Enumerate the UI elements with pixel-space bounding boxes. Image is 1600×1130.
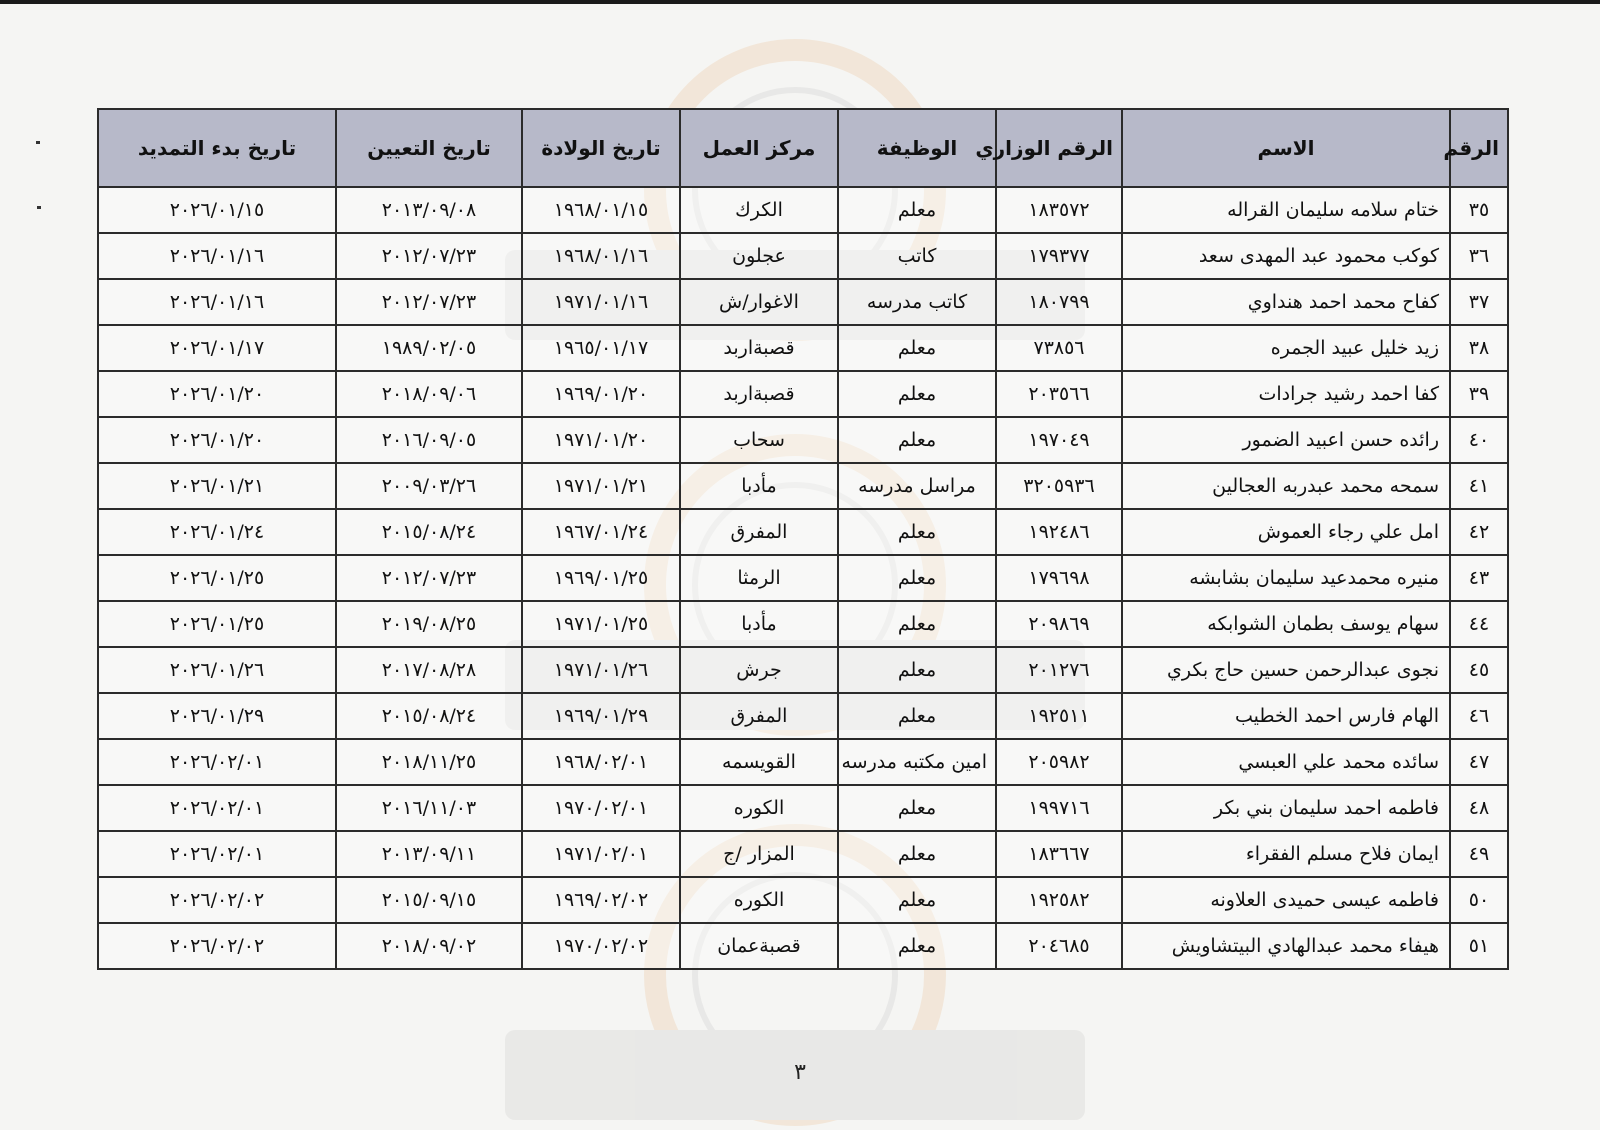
extension-start-date: ٢٠٢٦/٠١/٢١	[98, 463, 336, 509]
extension-start-date: ٢٠٢٦/٠١/١٦	[98, 233, 336, 279]
birth-date: ١٩٧١/٠١/٢١	[522, 463, 680, 509]
top-border	[0, 0, 1600, 4]
job-title: مراسل مدرسه	[838, 463, 996, 509]
table-row	[98, 279, 1508, 325]
employee-name: فاطمه عيسى حميدى العلاونه	[1122, 877, 1450, 923]
row-number: ٣٩	[1450, 371, 1508, 417]
employee-name: سائده محمد علي العبسي	[1122, 739, 1450, 785]
employee-name: نجوى عبدالرحمن حسين حاج بكري	[1122, 647, 1450, 693]
job-title: معلم	[838, 187, 996, 233]
extension-start-date: ٢٠٢٦/٠١/١٧	[98, 325, 336, 371]
employee-name: كفا احمد رشيد جرادات	[1122, 371, 1450, 417]
ministry-id: ١٩٢٤٨٦	[996, 509, 1122, 555]
ministry-id: ١٨٠٧٩٩	[996, 279, 1122, 325]
ministry-id: ١٨٣٥٧٢	[996, 187, 1122, 233]
table-row	[98, 831, 1508, 877]
ministry-id: ٢٠٤٦٨٥	[996, 923, 1122, 969]
birth-date: ١٩٦٨/٠٢/٠١	[522, 739, 680, 785]
col-name-header: الاسم	[1122, 109, 1450, 187]
extension-start-date: ٢٠٢٦/٠١/٢٥	[98, 601, 336, 647]
table-row	[98, 325, 1508, 371]
workplace: الكوره	[680, 877, 838, 923]
extension-start-date: ٢٠٢٦/٠١/٢٩	[98, 693, 336, 739]
extension-start-date: ٢٠٢٦/٠١/٢٥	[98, 555, 336, 601]
workplace: جرش	[680, 647, 838, 693]
birth-date: ١٩٧٠/٠٢/٠٢	[522, 923, 680, 969]
ministry-id: ٣٢٠٥٩٣٦	[996, 463, 1122, 509]
ministry-id: ١٩٩٧١٦	[996, 785, 1122, 831]
workplace: الاغوار/ش	[680, 279, 838, 325]
col-birthdate-header: تاريخ الولادة	[522, 109, 680, 187]
col-ministry-id-header: الرقم الوزاري	[996, 109, 1122, 187]
ministry-id: ١٩٢٥٨٢	[996, 877, 1122, 923]
appointment-date: ٢٠١٦/١١/٠٣	[336, 785, 522, 831]
job-title: معلم	[838, 785, 996, 831]
job-title: معلم	[838, 647, 996, 693]
table-row	[98, 785, 1508, 831]
row-number: ٤٤	[1450, 601, 1508, 647]
job-title: كاتب	[838, 233, 996, 279]
row-number: ٣٥	[1450, 187, 1508, 233]
employee-name: ختام سلامه سليمان القراله	[1122, 187, 1450, 233]
table-row	[98, 509, 1508, 555]
ministry-id: ١٩٧٠٤٩	[996, 417, 1122, 463]
employee-name: سمحه محمد عبدربه العجالين	[1122, 463, 1450, 509]
employee-name: فاطمه احمد سليمان بني بكر	[1122, 785, 1450, 831]
page-number: ٣	[794, 1060, 806, 1085]
ministry-id: ٢٠٩٨٦٩	[996, 601, 1122, 647]
appointment-date: ٢٠١٣/٠٩/٠٨	[336, 187, 522, 233]
appointment-date: ٢٠١٨/١١/٢٥	[336, 739, 522, 785]
birth-date: ١٩٧١/٠١/١٦	[522, 279, 680, 325]
employee-name: هيفاء محمد عبدالهادي البيتشاويش	[1122, 923, 1450, 969]
extension-start-date: ٢٠٢٦/٠٢/٠٢	[98, 923, 336, 969]
col-workplace-header: مركز العمل	[680, 109, 838, 187]
birth-date: ١٩٦٨/٠١/١٥	[522, 187, 680, 233]
workplace: مأدبا	[680, 601, 838, 647]
job-title: امين مكتبه مدرسه	[838, 739, 996, 785]
table-row	[98, 601, 1508, 647]
job-title: معلم	[838, 325, 996, 371]
birth-date: ١٩٦٩/٠١/٢٠	[522, 371, 680, 417]
workplace: قصبةعمان	[680, 923, 838, 969]
ministry-id: ١٨٣٦٦٧	[996, 831, 1122, 877]
workplace: الكوره	[680, 785, 838, 831]
workplace: عجلون	[680, 233, 838, 279]
workplace: المفرق	[680, 693, 838, 739]
employee-name: زيد خليل عبيد الجمره	[1122, 325, 1450, 371]
extension-start-date: ٢٠٢٦/٠١/٢٦	[98, 647, 336, 693]
extension-start-date: ٢٠٢٦/٠٢/٠١	[98, 831, 336, 877]
appointment-date: ٢٠١٨/٠٩/٠٦	[336, 371, 522, 417]
birth-date: ١٩٦٩/٠١/٢٥	[522, 555, 680, 601]
margin-mark	[37, 206, 41, 209]
ministry-id: ١٧٩٦٩٨	[996, 555, 1122, 601]
appointment-date: ٢٠١٢/٠٧/٢٣	[336, 279, 522, 325]
workplace: المزار /ج	[680, 831, 838, 877]
col-extension-start-header: تاريخ بدء التمديد	[98, 109, 336, 187]
job-title: معلم	[838, 555, 996, 601]
appointment-date: ٢٠١٥/٠٩/١٥	[336, 877, 522, 923]
row-number: ٤٨	[1450, 785, 1508, 831]
appointment-date: ٢٠١٣/٠٩/١١	[336, 831, 522, 877]
table-row	[98, 647, 1508, 693]
col-number-header: الرقم	[1450, 109, 1508, 187]
birth-date: ١٩٦٩/٠١/٢٩	[522, 693, 680, 739]
table-header-row	[98, 109, 1508, 187]
birth-date: ١٩٧١/٠١/٢٥	[522, 601, 680, 647]
workplace: الرمثا	[680, 555, 838, 601]
ministry-id: ٢٠١٢٧٦	[996, 647, 1122, 693]
appointment-date: ٢٠١٦/٠٩/٠٥	[336, 417, 522, 463]
row-number: ٤٥	[1450, 647, 1508, 693]
table-row	[98, 463, 1508, 509]
margin-mark	[36, 141, 40, 144]
birth-date: ١٩٧١/٠١/٢٦	[522, 647, 680, 693]
col-appointment-date-header: تاريخ التعيين	[336, 109, 522, 187]
table-row	[98, 555, 1508, 601]
extension-start-date: ٢٠٢٦/٠١/١٦	[98, 279, 336, 325]
birth-date: ١٩٧١/٠٢/٠١	[522, 831, 680, 877]
extension-start-date: ٢٠٢٦/٠١/٢٤	[98, 509, 336, 555]
workplace: الكرك	[680, 187, 838, 233]
employee-name: رائده حسن اعبيد الضمور	[1122, 417, 1450, 463]
job-title: معلم	[838, 693, 996, 739]
birth-date: ١٩٦٩/٠٢/٠٢	[522, 877, 680, 923]
table-row	[98, 739, 1508, 785]
employee-name: امل علي رجاء العموش	[1122, 509, 1450, 555]
extension-roster-table	[97, 108, 1509, 970]
table-row	[98, 233, 1508, 279]
job-title: معلم	[838, 417, 996, 463]
extension-start-date: ٢٠٢٦/٠٢/٠١	[98, 785, 336, 831]
document-page	[97, 108, 1509, 970]
row-number: ٣٧	[1450, 279, 1508, 325]
appointment-date: ٢٠١٢/٠٧/٢٣	[336, 233, 522, 279]
job-title: كاتب مدرسه	[838, 279, 996, 325]
workplace: القويسمه	[680, 739, 838, 785]
workplace: مأدبا	[680, 463, 838, 509]
employee-name: كفاح محمد احمد هنداوي	[1122, 279, 1450, 325]
employee-name: منيره محمدعيد سليمان بشابشه	[1122, 555, 1450, 601]
job-title: معلم	[838, 371, 996, 417]
row-number: ٤١	[1450, 463, 1508, 509]
workplace: قصبةاربد	[680, 325, 838, 371]
extension-start-date: ٢٠٢٦/٠٢/٠١	[98, 739, 336, 785]
ministry-id: ٢٠٣٥٦٦	[996, 371, 1122, 417]
row-number: ٥٠	[1450, 877, 1508, 923]
birth-date: ١٩٧٠/٠٢/٠١	[522, 785, 680, 831]
extension-start-date: ٢٠٢٦/٠٢/٠٢	[98, 877, 336, 923]
birth-date: ١٩٦٨/٠١/١٦	[522, 233, 680, 279]
employee-name: كوكب محمود عبد المهدى سعد	[1122, 233, 1450, 279]
workplace: المفرق	[680, 509, 838, 555]
row-number: ٤٠	[1450, 417, 1508, 463]
appointment-date: ٢٠١٧/٠٨/٢٨	[336, 647, 522, 693]
ministry-id: ٢٠٥٩٨٢	[996, 739, 1122, 785]
row-number: ٣٨	[1450, 325, 1508, 371]
employee-name: سهام يوسف بطمان الشوابكه	[1122, 601, 1450, 647]
appointment-date: ٢٠١٩/٠٨/٢٥	[336, 601, 522, 647]
row-number: ٤٧	[1450, 739, 1508, 785]
birth-date: ١٩٦٥/٠١/١٧	[522, 325, 680, 371]
job-title: معلم	[838, 877, 996, 923]
workplace: سحاب	[680, 417, 838, 463]
table-row	[98, 371, 1508, 417]
birth-date: ١٩٦٧/٠١/٢٤	[522, 509, 680, 555]
ministry-id: ٧٣٨٥٦	[996, 325, 1122, 371]
employee-name: ايمان فلاح مسلم الفقراء	[1122, 831, 1450, 877]
job-title: معلم	[838, 831, 996, 877]
row-number: ٥١	[1450, 923, 1508, 969]
appointment-date: ٢٠٠٩/٠٣/٢٦	[336, 463, 522, 509]
ministry-id: ١٧٩٣٧٧	[996, 233, 1122, 279]
appointment-date: ٢٠١٨/٠٩/٠٢	[336, 923, 522, 969]
table-row	[98, 187, 1508, 233]
job-title: معلم	[838, 509, 996, 555]
appointment-date: ١٩٨٩/٠٢/٠٥	[336, 325, 522, 371]
table-row	[98, 923, 1508, 969]
extension-start-date: ٢٠٢٦/٠١/٢٠	[98, 371, 336, 417]
table-body	[98, 187, 1508, 969]
table-row	[98, 417, 1508, 463]
appointment-date: ٢٠١٥/٠٨/٢٤	[336, 509, 522, 555]
row-number: ٣٦	[1450, 233, 1508, 279]
birth-date: ١٩٧١/٠١/٢٠	[522, 417, 680, 463]
extension-start-date: ٢٠٢٦/٠١/٢٠	[98, 417, 336, 463]
row-number: ٤٦	[1450, 693, 1508, 739]
table-row	[98, 877, 1508, 923]
appointment-date: ٢٠١٢/٠٧/٢٣	[336, 555, 522, 601]
workplace: قصبةاربد	[680, 371, 838, 417]
row-number: ٤٩	[1450, 831, 1508, 877]
employee-name: الهام فارس احمد الخطيب	[1122, 693, 1450, 739]
job-title: معلم	[838, 923, 996, 969]
row-number: ٤٣	[1450, 555, 1508, 601]
col-job-header: الوظيفة	[838, 109, 996, 187]
appointment-date: ٢٠١٥/٠٨/٢٤	[336, 693, 522, 739]
job-title: معلم	[838, 601, 996, 647]
row-number: ٤٢	[1450, 509, 1508, 555]
ministry-id: ١٩٢٥١١	[996, 693, 1122, 739]
extension-start-date: ٢٠٢٦/٠١/١٥	[98, 187, 336, 233]
table-row	[98, 693, 1508, 739]
